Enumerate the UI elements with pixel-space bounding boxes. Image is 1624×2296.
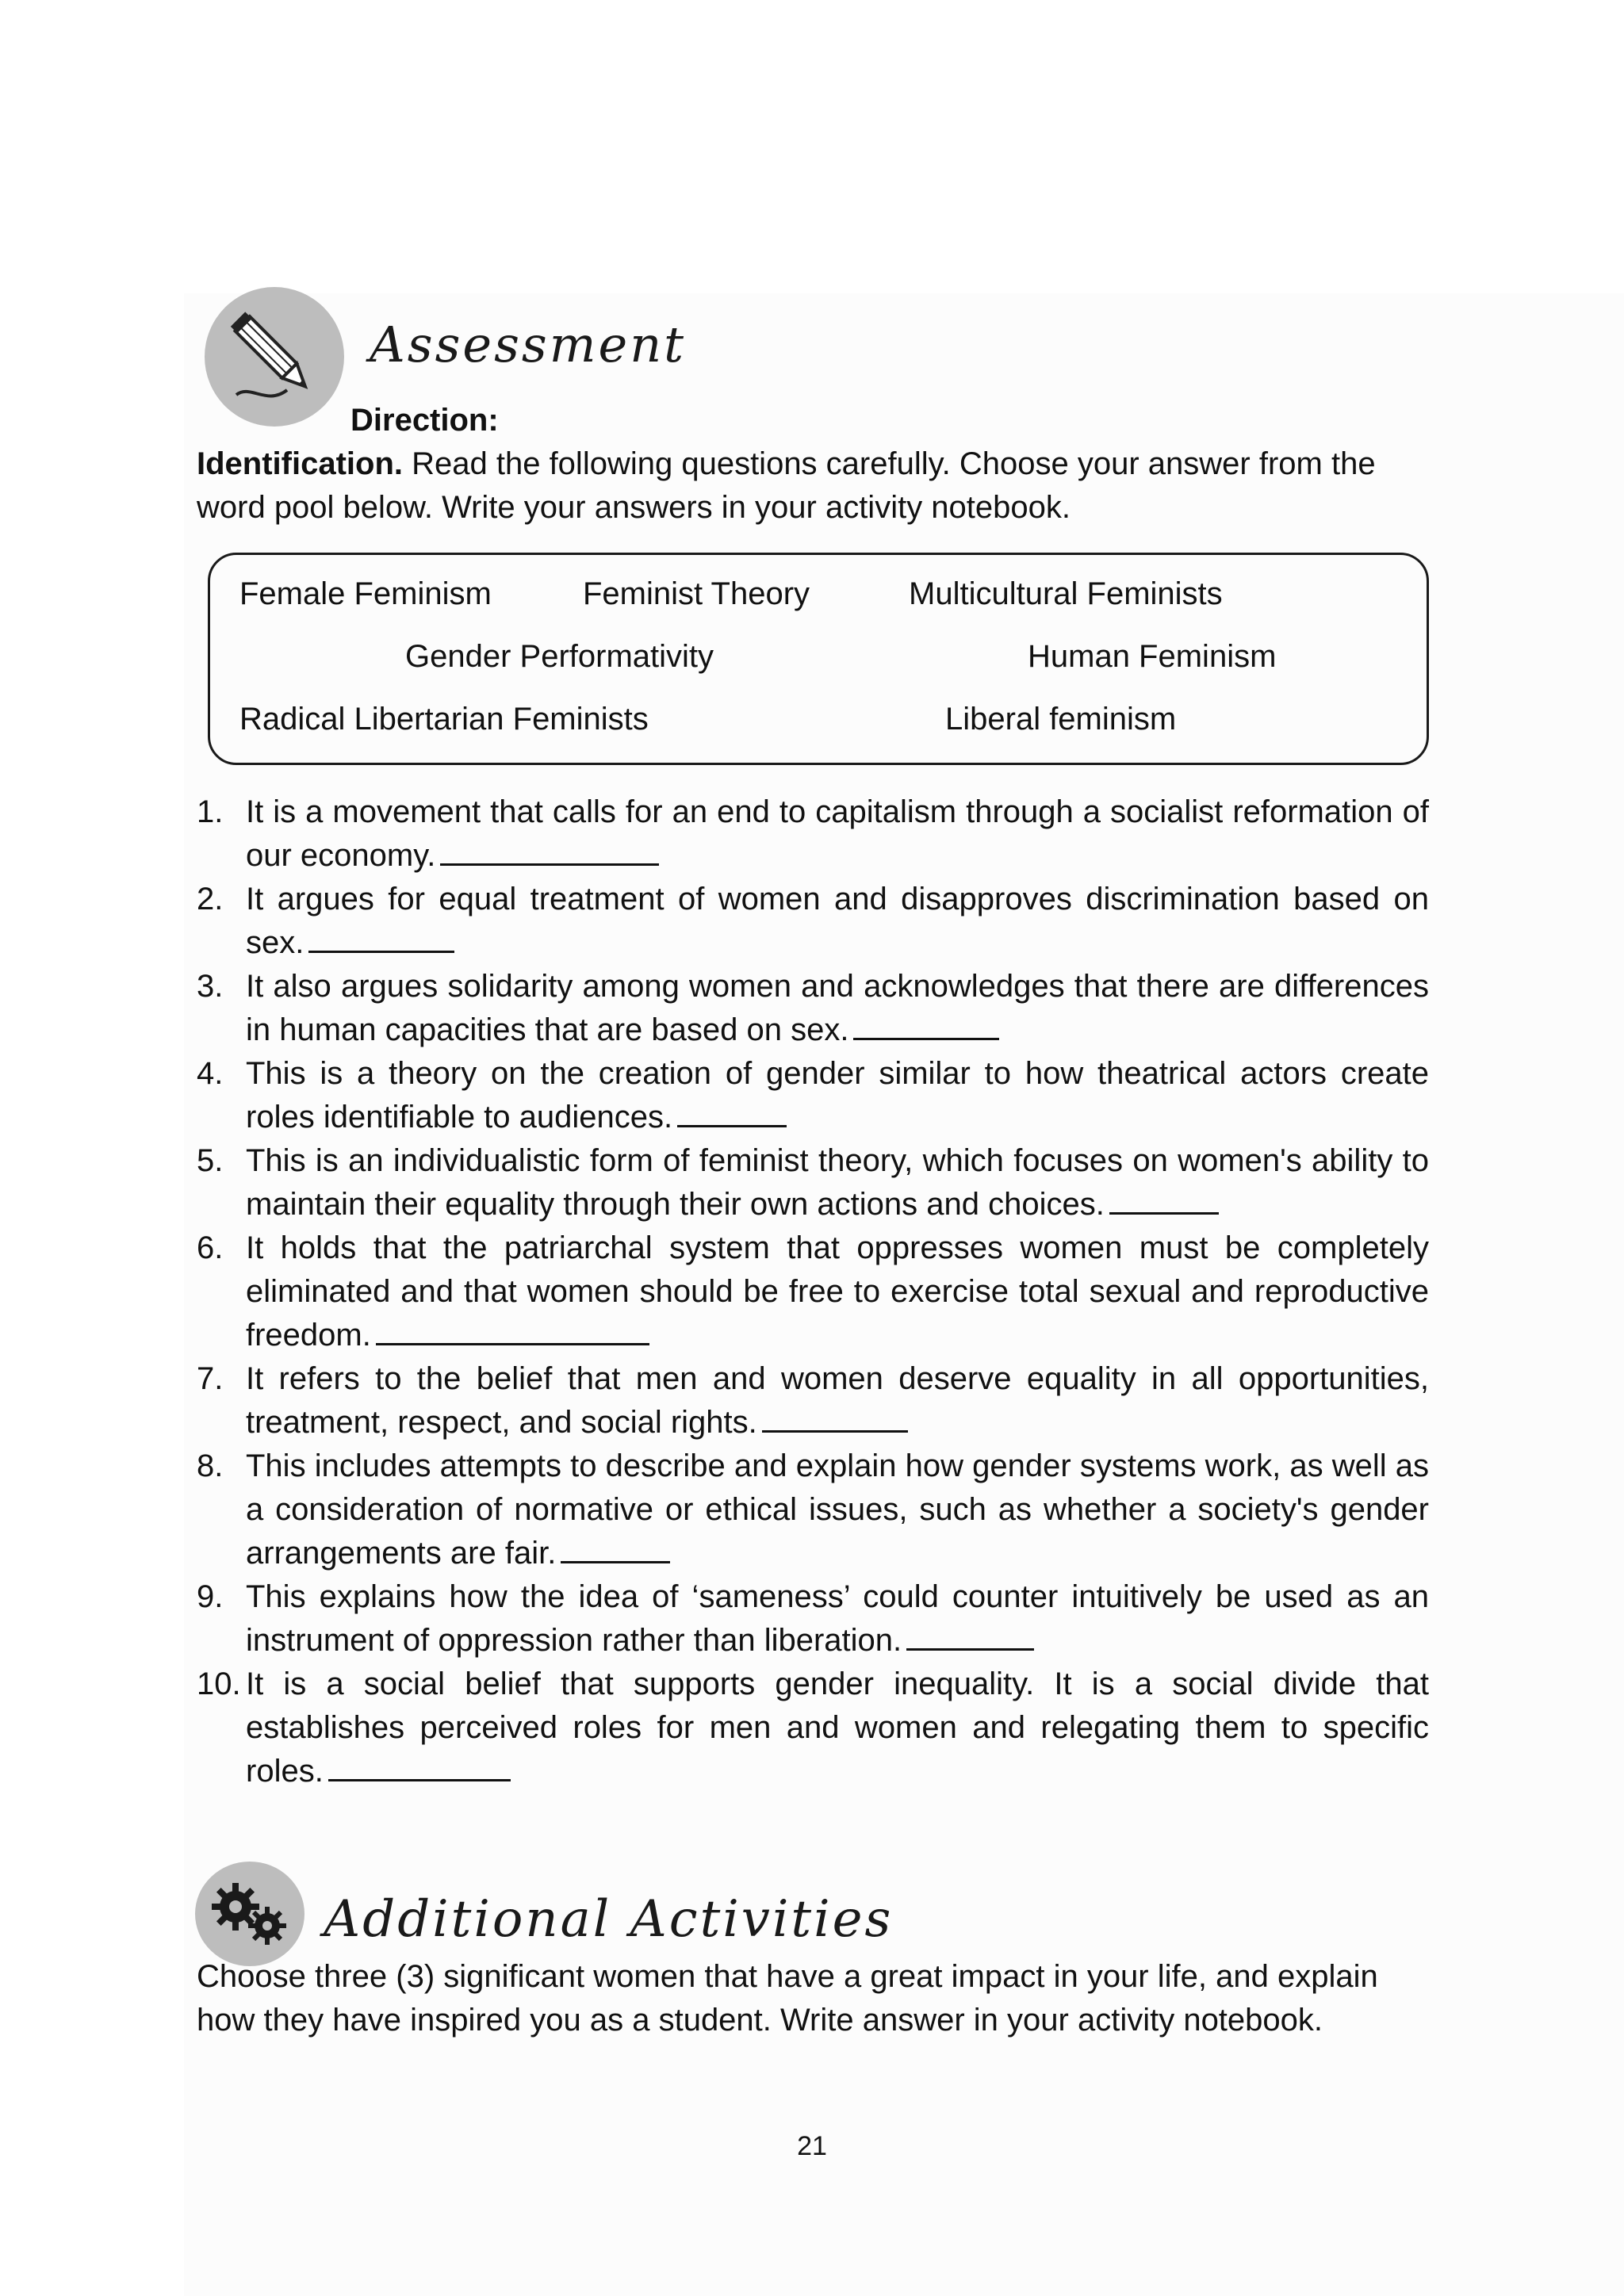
question-item xyxy=(197,1139,1429,1226)
question-number: 10. xyxy=(197,1667,241,1701)
answer-blank[interactable] xyxy=(677,1098,787,1127)
question-number: 2. xyxy=(197,882,224,916)
question-item xyxy=(197,1445,1429,1575)
question-text: It is a movement that calls for an end to capitalism through a socialist reformation of our economy. xyxy=(246,794,1429,873)
question-number: 8. xyxy=(197,1448,224,1483)
question-number: 6. xyxy=(197,1230,224,1265)
instruction-label: Identification. xyxy=(197,446,403,481)
answer-blank[interactable] xyxy=(906,1621,1034,1651)
answer-blank[interactable] xyxy=(1109,1185,1219,1215)
question-item xyxy=(197,1663,1429,1793)
question-item xyxy=(197,1357,1429,1445)
word-pool-item: Liberal feminism xyxy=(945,702,1177,737)
question-text: It also argues solidarity among women and acknowledges that there are differences in human capacities that are based on sex. xyxy=(246,969,1429,1047)
question-number: 3. xyxy=(197,969,224,1004)
question-item xyxy=(197,790,1429,878)
word-pool-item: Radical Libertarian Feminists xyxy=(239,702,649,737)
word-pool-item: Female Feminism xyxy=(239,576,492,611)
question-text: This includes attempts to describe and explain how gender systems work, as well as a consideration of normative or ethical issues, such as whether a society's gender arrangements are fair. xyxy=(246,1448,1429,1571)
question-text: It holds that the patriarchal system that oppresses women must be completely eliminated and that women should be free to exercise total sexual and reproductive freedom. xyxy=(246,1230,1429,1353)
answer-blank[interactable] xyxy=(762,1403,908,1433)
gears-icon xyxy=(195,1862,304,1966)
question-list xyxy=(197,790,1429,1793)
question-item xyxy=(197,1575,1429,1663)
question-item xyxy=(197,1226,1429,1357)
question-item xyxy=(197,1052,1429,1139)
answer-blank[interactable] xyxy=(440,836,659,866)
question-number: 5. xyxy=(197,1143,224,1178)
answer-blank[interactable] xyxy=(853,1011,999,1040)
question-text: This is a theory on the creation of gender similar to how theatrical actors create roles identifiable to audiences. xyxy=(246,1056,1429,1135)
word-pool-item: Multicultural Feminists xyxy=(909,576,1223,611)
word-pool-item: Feminist Theory xyxy=(583,576,810,611)
question-text: It refers to the belief that men and women deserve equality in all opportunities, treatment, respect, and social rights. xyxy=(246,1361,1429,1440)
direction-label: Direction: xyxy=(350,403,499,438)
additional-activities-text: Choose three (3) significant women that have a great impact in your life, and explain how they have inspired you as a student. Write answer in your activity notebook. xyxy=(197,1959,1378,2038)
answer-blank[interactable] xyxy=(308,924,454,953)
question-number: 9. xyxy=(197,1579,224,1614)
answer-blank[interactable] xyxy=(328,1752,511,1781)
answer-blank[interactable] xyxy=(561,1534,670,1563)
question-number: 1. xyxy=(197,794,224,829)
word-pool-item: Gender Performativity xyxy=(405,639,714,674)
additional-activities-title: Additional Activities xyxy=(324,1890,894,1949)
instructions xyxy=(197,442,1429,530)
question-text: It argues for equal treatment of women and disapproves discrimination based on sex. xyxy=(246,882,1429,960)
question-text: This explains how the idea of ‘sameness’ could counter intuitively be used as an instrument of oppression rather than liberation. xyxy=(246,1579,1429,1658)
assessment-title: Assessment xyxy=(370,316,687,373)
page-number: 21 xyxy=(797,2131,827,2161)
word-pool-box xyxy=(208,553,1429,765)
question-text: This is an individualistic form of feminist theory, which focuses on women's ability to maintain their equality through their own actions and choices. xyxy=(246,1143,1429,1222)
question-item xyxy=(197,965,1429,1052)
question-item xyxy=(197,878,1429,965)
question-number: 4. xyxy=(197,1056,224,1091)
answer-blank[interactable] xyxy=(376,1316,649,1345)
question-number: 7. xyxy=(197,1361,224,1396)
pencil-icon xyxy=(205,287,344,427)
word-pool-item: Human Feminism xyxy=(1028,639,1277,674)
instruction-text: Read the following questions carefully. Choose your answer from the word pool below. Write your answers in your activity notebook. xyxy=(197,446,1376,525)
question-text: It is a social belief that supports gender inequality. It is a social divide that establishes perceived roles for men and women and relegating them to specific roles. xyxy=(246,1667,1429,1789)
